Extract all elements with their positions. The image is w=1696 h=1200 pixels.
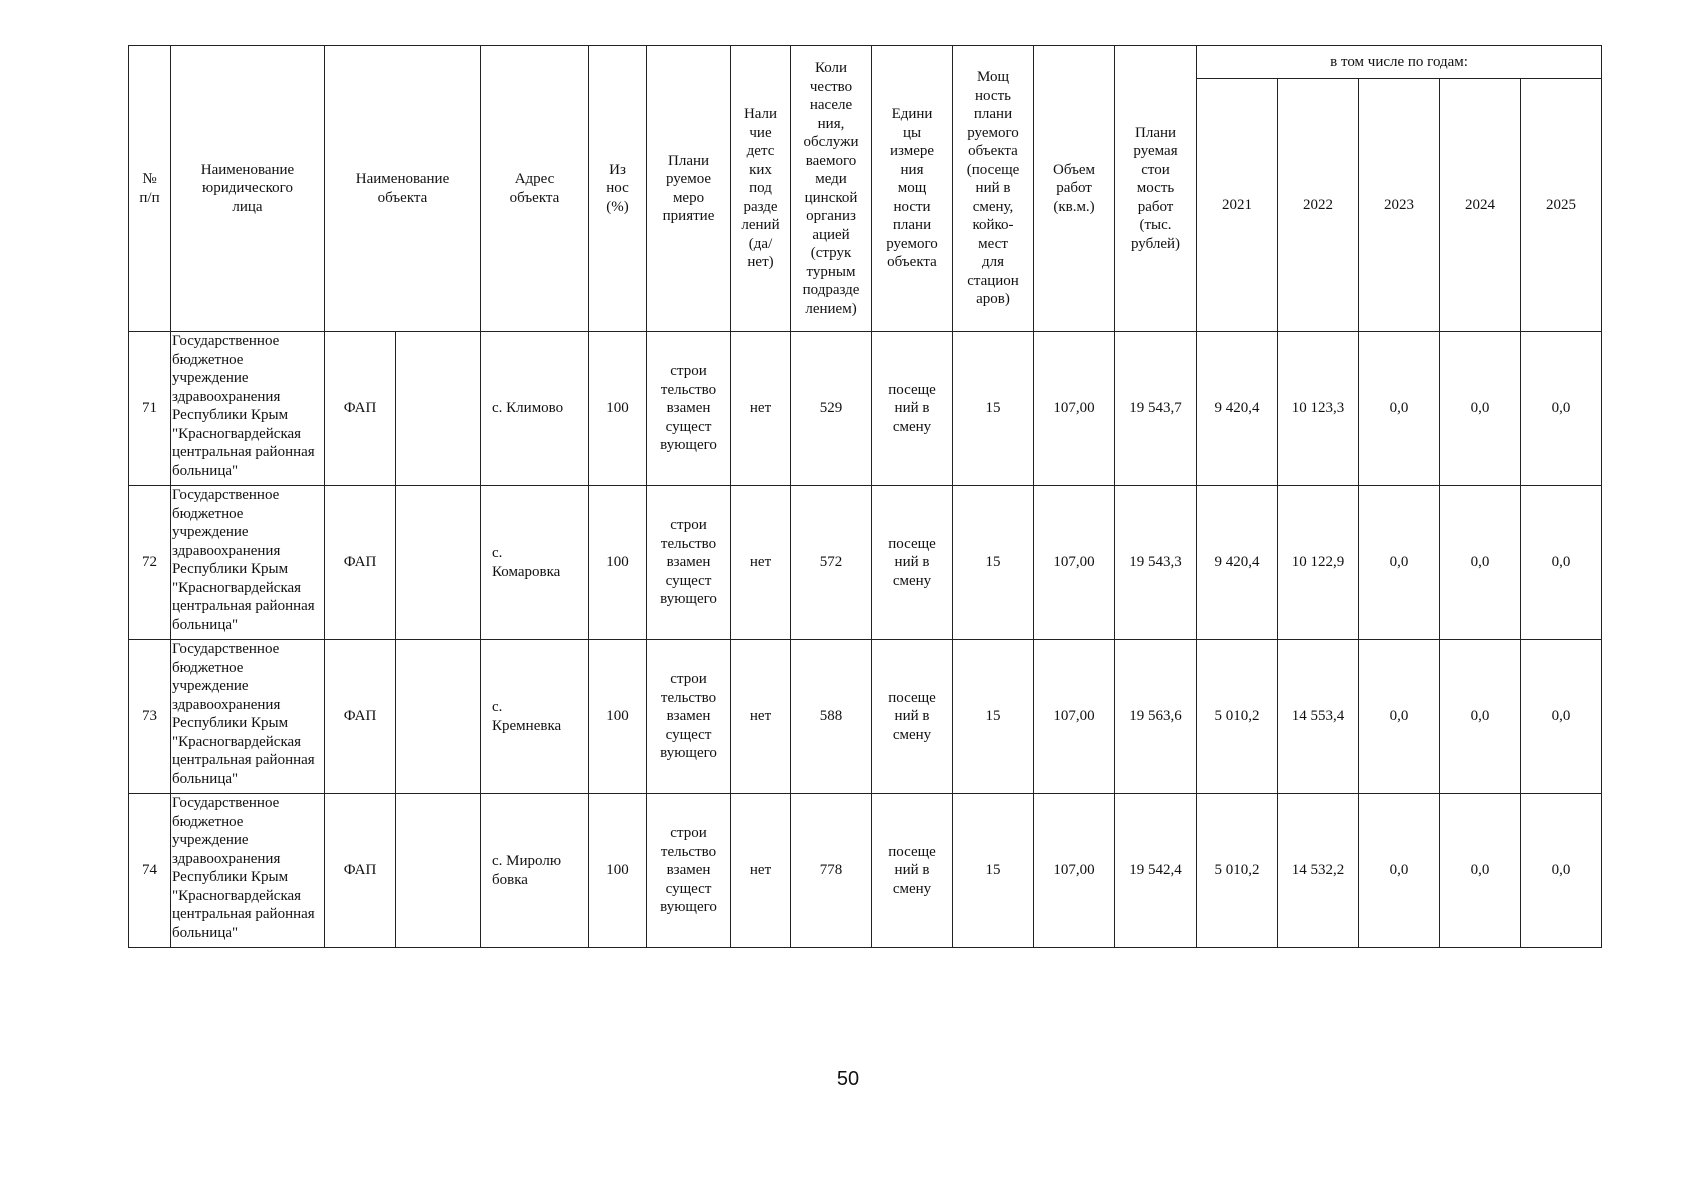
row-event: строи тельство взамен сущест вующего [647, 794, 731, 948]
row-population: 778 [791, 794, 872, 948]
row-volume: 107,00 [1034, 332, 1115, 486]
row-year-2025: 0,0 [1521, 486, 1602, 640]
row-cost: 19 543,3 [1115, 486, 1197, 640]
header-years-title: в том числе по годам: [1197, 46, 1602, 79]
row-children: нет [731, 640, 791, 794]
row-object-blank [396, 332, 481, 486]
header-wear: Из нос (%) [589, 46, 647, 332]
header-org: Наименование юридического лица [171, 46, 325, 332]
header-children-units: Нали чие детс ких под разде лений (да/ нет) [731, 46, 791, 332]
row-population: 529 [791, 332, 872, 486]
row-volume: 107,00 [1034, 794, 1115, 948]
row-unit: посеще ний в смену [872, 486, 953, 640]
row-wear: 100 [589, 486, 647, 640]
row-children: нет [731, 794, 791, 948]
row-address: с. Комаровка [481, 486, 589, 640]
row-year-2021: 9 420,4 [1197, 486, 1278, 640]
row-year-2024: 0,0 [1440, 640, 1521, 794]
row-object-type: ФАП [325, 486, 396, 640]
header-object-name: Наименование объекта [325, 46, 481, 332]
row-year-2023: 0,0 [1359, 486, 1440, 640]
header-volume: Объем работ (кв.м.) [1034, 46, 1115, 332]
objects-table [128, 45, 1602, 948]
header-num: № п/п [129, 46, 171, 332]
row-event: строи тельство взамен сущест вующего [647, 486, 731, 640]
row-volume: 107,00 [1034, 486, 1115, 640]
row-object-blank [396, 486, 481, 640]
header-year: 2023 [1359, 79, 1440, 332]
row-year-2025: 0,0 [1521, 794, 1602, 948]
row-children: нет [731, 332, 791, 486]
row-year-2021: 9 420,4 [1197, 332, 1278, 486]
row-wear: 100 [589, 640, 647, 794]
row-org: Государственное бюджетное учреждение здравоохранения Республики Крым "Красногвардейская центральная районная больница" [171, 640, 325, 794]
header-year: 2021 [1197, 79, 1278, 332]
row-wear: 100 [589, 332, 647, 486]
row-year-2022: 14 532,2 [1278, 794, 1359, 948]
row-year-2023: 0,0 [1359, 640, 1440, 794]
row-cost: 19 542,4 [1115, 794, 1197, 948]
table-row [129, 794, 1602, 948]
row-year-2023: 0,0 [1359, 332, 1440, 486]
row-cost: 19 563,6 [1115, 640, 1197, 794]
header-address: Адрес объекта [481, 46, 589, 332]
row-volume: 107,00 [1034, 640, 1115, 794]
row-unit: посеще ний в смену [872, 794, 953, 948]
row-year-2025: 0,0 [1521, 640, 1602, 794]
row-object-type: ФАП [325, 332, 396, 486]
row-address: с. Миролю бовка [481, 794, 589, 948]
row-num: 72 [129, 486, 171, 640]
row-year-2022: 10 123,3 [1278, 332, 1359, 486]
header-year: 2022 [1278, 79, 1359, 332]
row-num: 74 [129, 794, 171, 948]
row-year-2025: 0,0 [1521, 332, 1602, 486]
row-address: с. Кремневка [481, 640, 589, 794]
row-object-blank [396, 794, 481, 948]
row-org: Государственное бюджетное учреждение здравоохранения Республики Крым "Красногвардейская центральная районная больница" [171, 794, 325, 948]
row-population: 572 [791, 486, 872, 640]
header-year: 2024 [1440, 79, 1521, 332]
row-capacity: 15 [953, 794, 1034, 948]
row-address: с. Климово [481, 332, 589, 486]
header-capacity-unit: Едини цы измере ния мощ ности плани руемого объекта [872, 46, 953, 332]
row-cost: 19 543,7 [1115, 332, 1197, 486]
page-number: 50 [836, 1068, 860, 1090]
header-population: Коли чество населе ния, обслужи ваемого меди цинской организ ацией (струк турным подразде лением) [791, 46, 872, 332]
row-object-blank [396, 640, 481, 794]
table-row [129, 332, 1602, 486]
header-planned-event: Плани руемое меро приятие [647, 46, 731, 332]
row-num: 71 [129, 332, 171, 486]
row-year-2024: 0,0 [1440, 332, 1521, 486]
row-year-2023: 0,0 [1359, 794, 1440, 948]
row-population: 588 [791, 640, 872, 794]
row-year-2022: 10 122,9 [1278, 486, 1359, 640]
table-row [129, 486, 1602, 640]
row-object-type: ФАП [325, 794, 396, 948]
row-org: Государственное бюджетное учреждение здравоохранения Республики Крым "Красногвардейская центральная районная больница" [171, 332, 325, 486]
header-cost: Плани руемая стои мость работ (тыс. рублей) [1115, 46, 1197, 332]
header-year: 2025 [1521, 79, 1602, 332]
table-row [129, 640, 1602, 794]
row-year-2024: 0,0 [1440, 794, 1521, 948]
row-event: строи тельство взамен сущест вующего [647, 640, 731, 794]
row-wear: 100 [589, 794, 647, 948]
row-object-type: ФАП [325, 640, 396, 794]
row-event: строи тельство взамен сущест вующего [647, 332, 731, 486]
row-unit: посеще ний в смену [872, 640, 953, 794]
row-capacity: 15 [953, 332, 1034, 486]
header-capacity: Мощ ность плани руемого объекта (посеще ний в смену, койко- мест для стацион аров) [953, 46, 1034, 332]
row-org: Государственное бюджетное учреждение здравоохранения Республики Крым "Красногвардейская центральная районная больница" [171, 486, 325, 640]
row-children: нет [731, 486, 791, 640]
row-num: 73 [129, 640, 171, 794]
row-year-2021: 5 010,2 [1197, 794, 1278, 948]
row-capacity: 15 [953, 640, 1034, 794]
row-year-2021: 5 010,2 [1197, 640, 1278, 794]
row-year-2024: 0,0 [1440, 486, 1521, 640]
row-capacity: 15 [953, 486, 1034, 640]
row-unit: посеще ний в смену [872, 332, 953, 486]
row-year-2022: 14 553,4 [1278, 640, 1359, 794]
